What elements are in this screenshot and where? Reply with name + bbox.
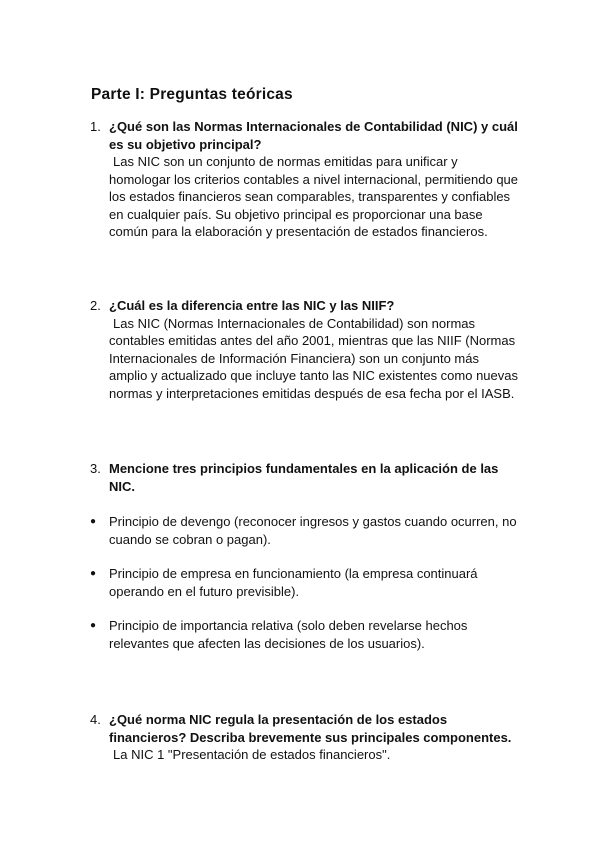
question-text: Mencione tres principios fundamentales en la aplicación de las NIC. xyxy=(109,461,499,494)
question-text: ¿Cuál es la diferencia entre las NIC y las NIIF? xyxy=(109,298,395,313)
list-item-text: Principio de empresa en funcionamiento (la empresa continuará operando en el futuro previsible). xyxy=(109,566,478,599)
question-2 xyxy=(90,297,520,402)
answer-text xyxy=(109,153,520,241)
answer-body: Las NIC (Normas Internacionales de Contabilidad) son normas contables emitidas antes del año 2001, mientras que las NIIF (Normas Internacionales de Información Financiera) son un conjunto más amplio y actualizado que incluye tanto las NIC existentes como nuevas normas y interpretaciones emitidas después de esa fecha por el IASB. xyxy=(109,315,518,401)
question-number: 1. xyxy=(90,119,101,134)
answer-body: Las NIC son un conjunto de normas emitidas para unificar y homologar los criterios contables a nivel internacional, permitiendo que los estados financieros sean comparables, transparentes y confiables en cualquier país. Su objetivo principal es proporcionar una base común para la elaboración y presentación de estados financieros. xyxy=(109,154,519,239)
bullet-icon: ● xyxy=(90,568,97,579)
question-number: 2. xyxy=(90,298,101,313)
question-number: 4. xyxy=(90,712,101,727)
question-text: ¿Qué son las Normas Internacionales de Contabilidad (NIC) y cuál es su objetivo principal? xyxy=(109,119,518,152)
list-item xyxy=(90,565,520,600)
list-item-text: Principio de devengo (reconocer ingresos y gastos cuando ocurren, no cuando se cobran o pagan). xyxy=(109,514,517,547)
answer-text xyxy=(109,315,520,403)
question-text: ¿Qué norma NIC regula la presentación de los estados financieros? Describa brevemente sus principales componentes. xyxy=(109,712,512,745)
list-item xyxy=(90,617,520,652)
list-item xyxy=(90,513,520,548)
question-number: 3. xyxy=(90,461,101,476)
question-1 xyxy=(90,118,520,241)
bullet-icon: ● xyxy=(90,516,97,527)
question-3 xyxy=(90,460,520,495)
list-item-text: Principio de importancia relativa (solo deben revelarse hechos relevantes que afecten las decisiones de los usuarios). xyxy=(109,618,468,651)
question-4 xyxy=(90,711,520,764)
answer-text xyxy=(109,746,520,764)
answer-body: La NIC 1 "Presentación de estados financieros". xyxy=(113,747,391,762)
page-title: Parte I: Preguntas teóricas xyxy=(91,86,293,103)
bullet-icon: ● xyxy=(90,620,97,631)
